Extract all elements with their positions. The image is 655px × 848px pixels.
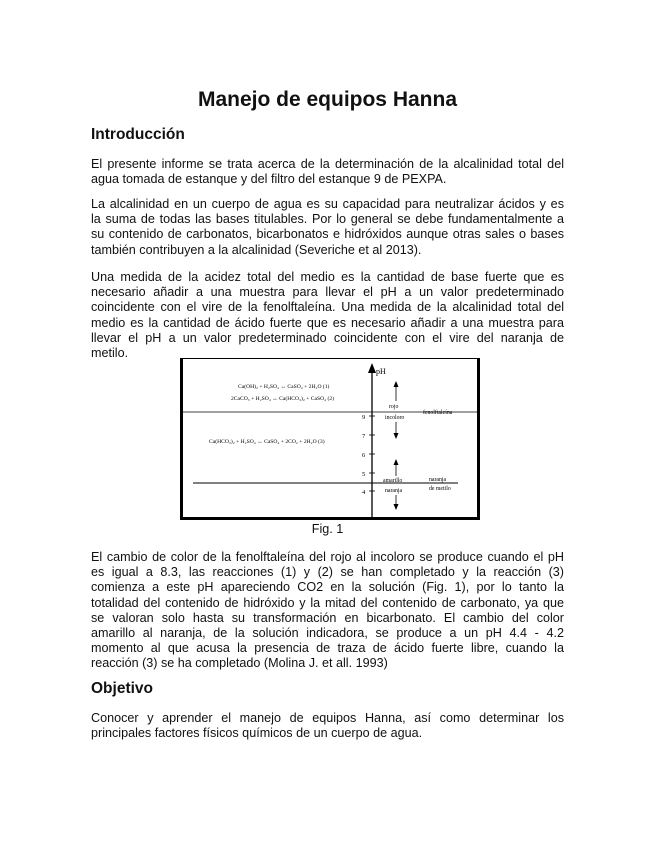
- paragraph-line: su contenido de carbonatos, bicarbonatos e hidróxidos aunque otras sales o bases: [91, 227, 564, 242]
- axis-tick-label: 9: [362, 414, 366, 421]
- paragraph-2: [91, 197, 564, 258]
- reaction-3: Ca(HCO₃)₂ + H₂SO₄ ↔ CaSO₄ + 2CO₂ + 2H₂O (3): [209, 439, 325, 445]
- paragraph-4: [91, 550, 564, 672]
- axis-tick-label: 5: [362, 471, 366, 478]
- label-amarillo: amarillo: [383, 478, 403, 484]
- paragraph-line: Conocer y aprender el manejo de equipos Hanna, así como determinar los: [91, 711, 564, 725]
- paragraph-line: medio es la cantidad de ácido fuerte que es necesario añadir a una muestra para: [91, 315, 564, 330]
- ph-axis-label: pH: [376, 367, 386, 376]
- paragraph-3: [91, 270, 564, 361]
- paragraph-line: El presente informe se trata acerca de la determinación de la alcalinidad total del: [91, 157, 564, 171]
- axis-tick-label: 4: [362, 489, 366, 496]
- paragraph-line: principales factores físicos químicos de un cuerpo de agua.: [91, 726, 423, 741]
- paragraph-line: se valoran solo hasta su transformación en bicarbonato. El cambio del color: [91, 610, 564, 625]
- paragraph-line: llevar el pH a un valor predeterminado coincidente con el vire del naranja de: [91, 330, 564, 345]
- axis-tick-label: 6: [362, 452, 366, 459]
- paragraph-line: amarillo al naranja, de la solución indicadora, se produce a un pH 4.4 - 4.2: [91, 626, 564, 641]
- label-incoloro: incoloro: [385, 415, 405, 421]
- paragraph-line: agua tomada de estanque y del filtro del estanque 9 de PEXPA.: [91, 172, 447, 187]
- paragraph-line: momento al que acusa la presencia de traza de ácido fuerte libre, cuando la: [91, 641, 564, 656]
- figure-diagram: [183, 359, 477, 517]
- paragraph-line: totalidad del contenido de hidróxido y la mitad del contenido de carbonato, ya que: [91, 595, 564, 610]
- figure-caption: Fig. 1: [311, 522, 344, 536]
- section-heading-introduccion: Introducción: [91, 126, 185, 143]
- arrow-up-head: [394, 459, 399, 465]
- label-naranja: naranja: [385, 488, 403, 494]
- paragraph-line: coincidente con el vire de la fenolftaleína. Una medida de la alcalinidad total del: [91, 300, 564, 315]
- label-rojo: rojo: [389, 404, 399, 410]
- axis-tick-label: 7: [362, 433, 366, 440]
- paragraph-5: [91, 711, 564, 741]
- document-title: Manejo de equipos Hanna: [197, 88, 458, 111]
- ph-axis-arrowhead: [368, 363, 376, 373]
- paragraph-line: es igual a 8.3, las reacciones (1) y (2) se han completado y la reacción (3): [91, 565, 564, 580]
- paragraph-line: La alcalinidad en un cuerpo de agua es su capacidad para neutralizar ácidos y es: [91, 197, 564, 211]
- paragraph-1: [91, 157, 564, 187]
- axis-ticks: [362, 414, 375, 496]
- paragraph-line: la suma de todas las bases titulables. Por lo general se debe fundamentalmente a: [91, 212, 564, 227]
- paragraph-line: metilo.: [91, 346, 129, 361]
- paragraph-line: necesario añadir a una muestra para llevar el pH a un valor predeterminado: [91, 285, 564, 300]
- label-fenolftaleina: fenolftaleína: [423, 410, 453, 416]
- section-heading-objetivo: Objetivo: [91, 680, 154, 697]
- arrow-down-head: [394, 504, 399, 510]
- reaction-1: Ca(OH)₂ + H₂SO₄ ↔ CaSO₄ + 2H₂O (1): [238, 384, 330, 390]
- paragraph-line: El cambio de color de la fenolftaleína del rojo al incoloro se produce cuando el pH: [91, 550, 564, 564]
- paragraph-line: reacción (3) se ha completado (Molina J. et all. 1993): [91, 656, 388, 671]
- paragraph-line: Una medida de la acidez total del medio es la cantidad de base fuerte que es: [91, 270, 564, 284]
- paragraph-line: también contribuyen a la alcalinidad (Severiche et al 2013).: [91, 242, 422, 257]
- arrow-up-head: [394, 381, 399, 387]
- figure-1: [180, 358, 480, 520]
- paragraph-line: comienza a este pH apareciendo CO2 en la solución (Fig. 1), por lo tanto la: [91, 580, 564, 595]
- label-metilo: de metilo: [429, 486, 451, 492]
- arrow-down-head: [394, 433, 399, 439]
- reaction-2: 2CaCO₃ + H₂SO₄ ↔ Ca(HCO₃)₂ + CaSO₄ (2): [231, 396, 335, 402]
- label-naranja-metilo: naranja: [429, 477, 447, 483]
